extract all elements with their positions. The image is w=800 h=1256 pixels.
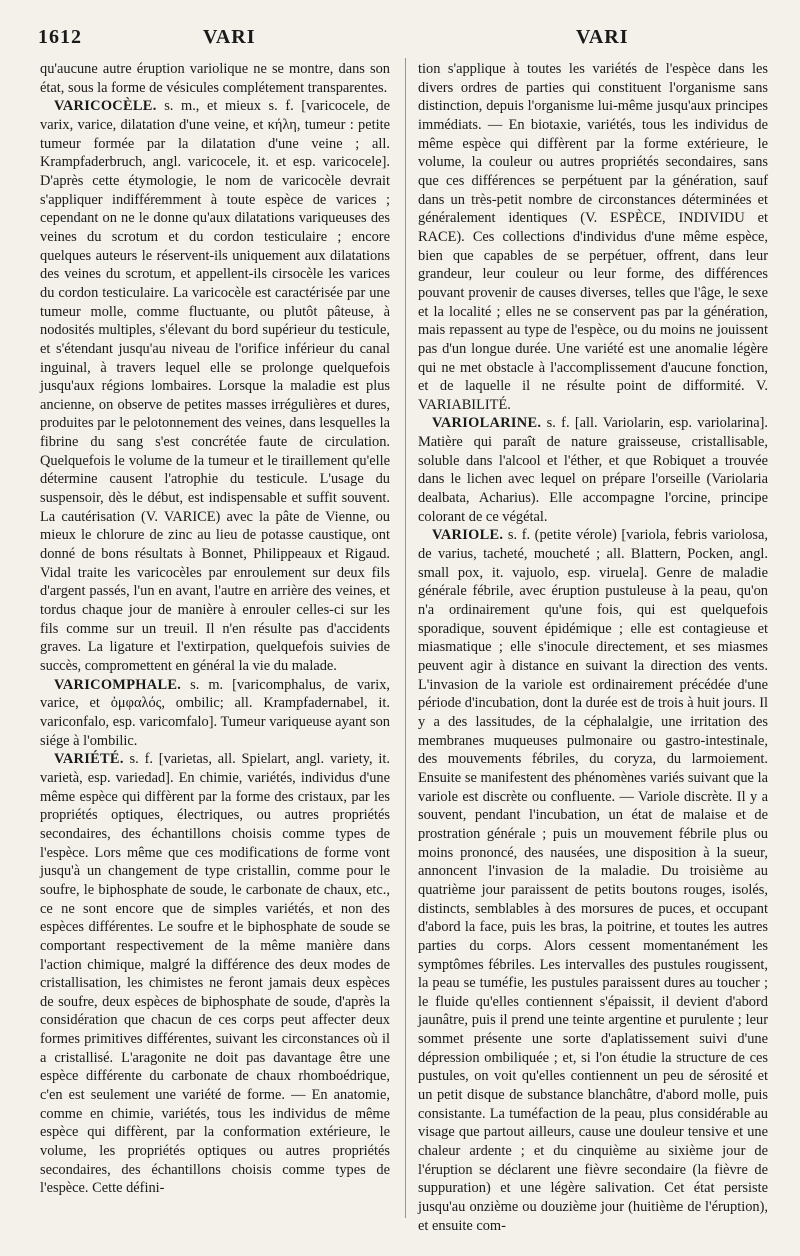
- entry-continuation: [40, 60, 390, 97]
- entry-varicomphale: [40, 676, 390, 751]
- entry-text: s. m. [varicomphalus, de varix, varice, et ὀμφαλός, ombilic; all. Krampfadernabel, it. variconfalo, esp. varicomfalo]. Tumeur variqueuse ayant son siége à l'ombilic.: [40, 676, 390, 749]
- entry-varicocele: [40, 97, 390, 675]
- column-divider: [405, 58, 406, 1218]
- headword: VARIOLARINE.: [432, 415, 542, 432]
- entry-variole: [418, 526, 768, 1235]
- entry-text: s. f. (petite vérole) [variola, febris variolosa, de varius, tacheté, moucheté ; all. Blattern, Pocken, angl. small pox, it. vajuolo, esp. viruela]. Genre de maladie générale fébrile, avec éruption pustuleuse à la peau, qu'on n'a ordinairement qu'une fois, qui est quelquefois sporadique, souvent épidémique ; elle est contagieuse et miasmatique ; elle s'inocule directement, et ses miasmes peuvent agir à distance en suivant la direction des vents. L'invasion de la variole est ordinairement précédée d'une période d'incubation, dont la durée est de trois à huit jours. Il y a des lassitudes, de la céphalalgie, une irritation des membranes muqueuses pulmonaire ou gastro-intestinale, des mouvements fébriles, du coryza, du larmoiement. Ensuite se manifestent des phénomènes variés suivant que la variole est discrète ou confluente. — Variole discrète. Il y a souvent, pendant l'incubation, un état de malaise et de prostration générale ; puis un mouvement fébrile plus ou moins prononcé, des nausées, une disposition à la sueur, annoncent l'invasion de la maladie. Du troisième au quatrième jour paraissent de petits boutons rouges, isolés, distincts, semblables à des morsures de puces, et occupant d'abord la face, puis les bras, la poitrine, et toutes les autres parties du corps. Alors cessent momentanément les symptômes fébriles. Les intervalles des pustules rougissent, la peau se tuméfie, les pustules paraissent dures au toucher ; le fluide qu'elles contiennent s'épaissit, il devient d'abord jaunâtre, puis il prend une teinte argentine et purulente ; leur sommet présente une sorte d'aplatissement suivi d'une dépression ombiliquée ; et, si l'on étudie la structure de ces pustules, on voit qu'elles contiennent un peu de sérosité et un petit disque de substance blanchâtre, d'abord molle, puis consistante. La tuméfaction de la peau, plus considérable au visage que partout ailleurs, cause une douleur tensive et une chaleur ardente ; et du cinquième au sixième jour de l'éruption se déclarent une fièvre secondaire (la fièvre de suppuration) et une légère salivation. Cet état persiste jusqu'au onzième ou douzième jour (huitième de l'éruption), et ensuite com-: [418, 527, 768, 1234]
- guide-word-left: VARI: [203, 26, 256, 48]
- entry-text: s. m., et mieux s. f. [varicocele, de varix, varice, dilatation d'une veine, et κήλη, tumeur : petite tumeur formée par la dilatation d'une veine ; all. Krampfaderbruch, angl. varicocele, it. et esp. varicocele]. D'après cette étymologie, le nom de varicocèle devrait s'appliquer indifféremment à toute espèce de varices ; cependant on ne le donne qu'aux dilatations variqueuses des veines du scrotum et du cordon testiculaire ; encore quelques auteurs le réservent-ils uniquement aux dilatations des veines du scrotum, et appellent-ils cirsocèle les varices du cordon testiculaire. La varicocèle est caractérisée par une tumeur molle, comme fluctuante, ou plutôt pâteuse, à nodosités multiples, s'élevant du bord supérieur du testicule, et s'étendant jusqu'au niveau de l'orifice inférieur du canal inguinal, à travers lequel elle se prolonge quelquefois jusqu'aux régions lombaires. Lorsque la maladie est plus ancienne, on observe de petites masses irrégulières et dures, produites par le pelotonnement des veines, dans lesquelles la fibrine du sang s'est concrétée faute de circulation. Quelquefois le volume de la tumeur et le tiraillement qu'elle détermine causent l'atrophie du testicule. L'usage du suspensoir, dès le début, est indispensable et suffit souvent. La cautérisation (V. VARICE) avec la pâte de Vienne, ou mieux le chlorure de zinc au lieu de potasse caustique, ont donné de bons résultats à Bonnet, Philippeaux et Rigaud. Vidal traite les varicocèles par enroulement sur deux fils d'argent passés, l'un en avant, l'autre en arrière des veines, et tordus chaque jour de manière à enrouler celles-ci sur les fils comme sur un treuil. Il n'en résulte pas d'accidents graves. La ligature et l'extirpation, quelquefois suivies de succès, compromettent en général la vie du malade.: [40, 98, 390, 674]
- running-header: [38, 22, 762, 52]
- headword: VARIOLE.: [432, 527, 504, 544]
- headword: VARIÉTÉ.: [54, 751, 124, 768]
- headword: VARICOCÈLE.: [54, 98, 157, 115]
- entry-text: s. f. [varietas, all. Spielart, angl. variety, it. varietà, esp. variedad]. En chimie, variétés, individus d'une même espèce qui diffèrent par la forme des cristaux, par les propriétés optiques, électriques, ou autres propriétés secondaires, des échantillons choisis comme types de l'espèce. Lors même que ces modifications de forme vont jusqu'à un changement de type cristallin, comme pour le soufre, le biphosphate de soude, le carbonate de chaux, etc., ce ne sont encore que de simples variétés, et non des espèces différentes. Le soufre et le biphosphate de soude se comportant respectivement de la même manière dans l'action chimique, malgré la différence des deux modes de cristallisation, les chimistes ne feront jamais deux espèces de soufre, deux espèces de biphosphate de soude, d'après la considération que chacun de ces corps peut affecter deux formes primitives différentes, suivant les circonstances où il a cristallisé. L'aragonite ne doit pas davantage être une espèce différente du carbonate de chaux rhomboédrique, c'en est seulement une variété de forme. — En anatomie, comme en chimie, variétés, tous les individus de même espèce qui diffèrent, par la conformation extérieure, le volume, les propriétés optiques ou autres propriétés secondaires, des échantillons choisis comme types de l'espèce. Cette défini-: [40, 751, 390, 1197]
- entry-text: tion s'applique à toutes les variétés de l'espèce dans les divers ordres de parties qui constituent l'organisme sans distinction, depuis l'organisme lui-même jusqu'aux principes immédiats. — En biotaxie, variétés, tous les individus de même espèce qui diffèrent par la forme extérieure, le volume, la couleur ou autres propriétés secondaires, sans que ces différences se perpétuent par la génération, sauf dans un très-petit nombre de circonstances déterminées et généralement identiques (V. ESPÈCE, INDIVIDU et RACE). Ces collections d'individus d'une même espèce, bien que capables de se perpétuer, offrent, dans leur grandeur, leur couleur ou leur forme, des différences pouvant provenir de causes diverses, telles que l'âge, le sexe et la localité ; elles ne se conservent pas par la génération, mais repassent au type de l'espèce, ou du moins ne jouissent pas d'un longue durée. Une variété est une anomalie légère qui ne met obstacle à l'accomplissement d'aucune fonction, et de laquelle il ne résulte point de difformité. V. VARIABILITÉ.: [418, 61, 768, 413]
- entry-text: s. f. [all. Variolarin, esp. variolarina]. Matière qui paraît de nature graisseuse, cristallisable, soluble dans l'alcool et l'éther, et que Robiquet a trouvée dans le lichen avec lequel on prépare l'orseille (Variolaria dealbata, Acharius). Elle accompagne l'orcine, principe colorant de ce végétal.: [418, 415, 768, 525]
- headword: VARICOMPHALE.: [54, 676, 182, 693]
- guide-word-right: VARI: [576, 26, 629, 48]
- entry-variolarine: [418, 414, 768, 526]
- right-column: [418, 60, 768, 1235]
- entry-continuation: [418, 60, 768, 414]
- entry-variete: [40, 750, 390, 1198]
- page-number: 1612: [38, 26, 82, 48]
- entry-text: qu'aucune autre éruption variolique ne se montre, dans son état, sous la forme de vésicules complétement transparentes.: [40, 61, 390, 96]
- left-column: [40, 60, 390, 1198]
